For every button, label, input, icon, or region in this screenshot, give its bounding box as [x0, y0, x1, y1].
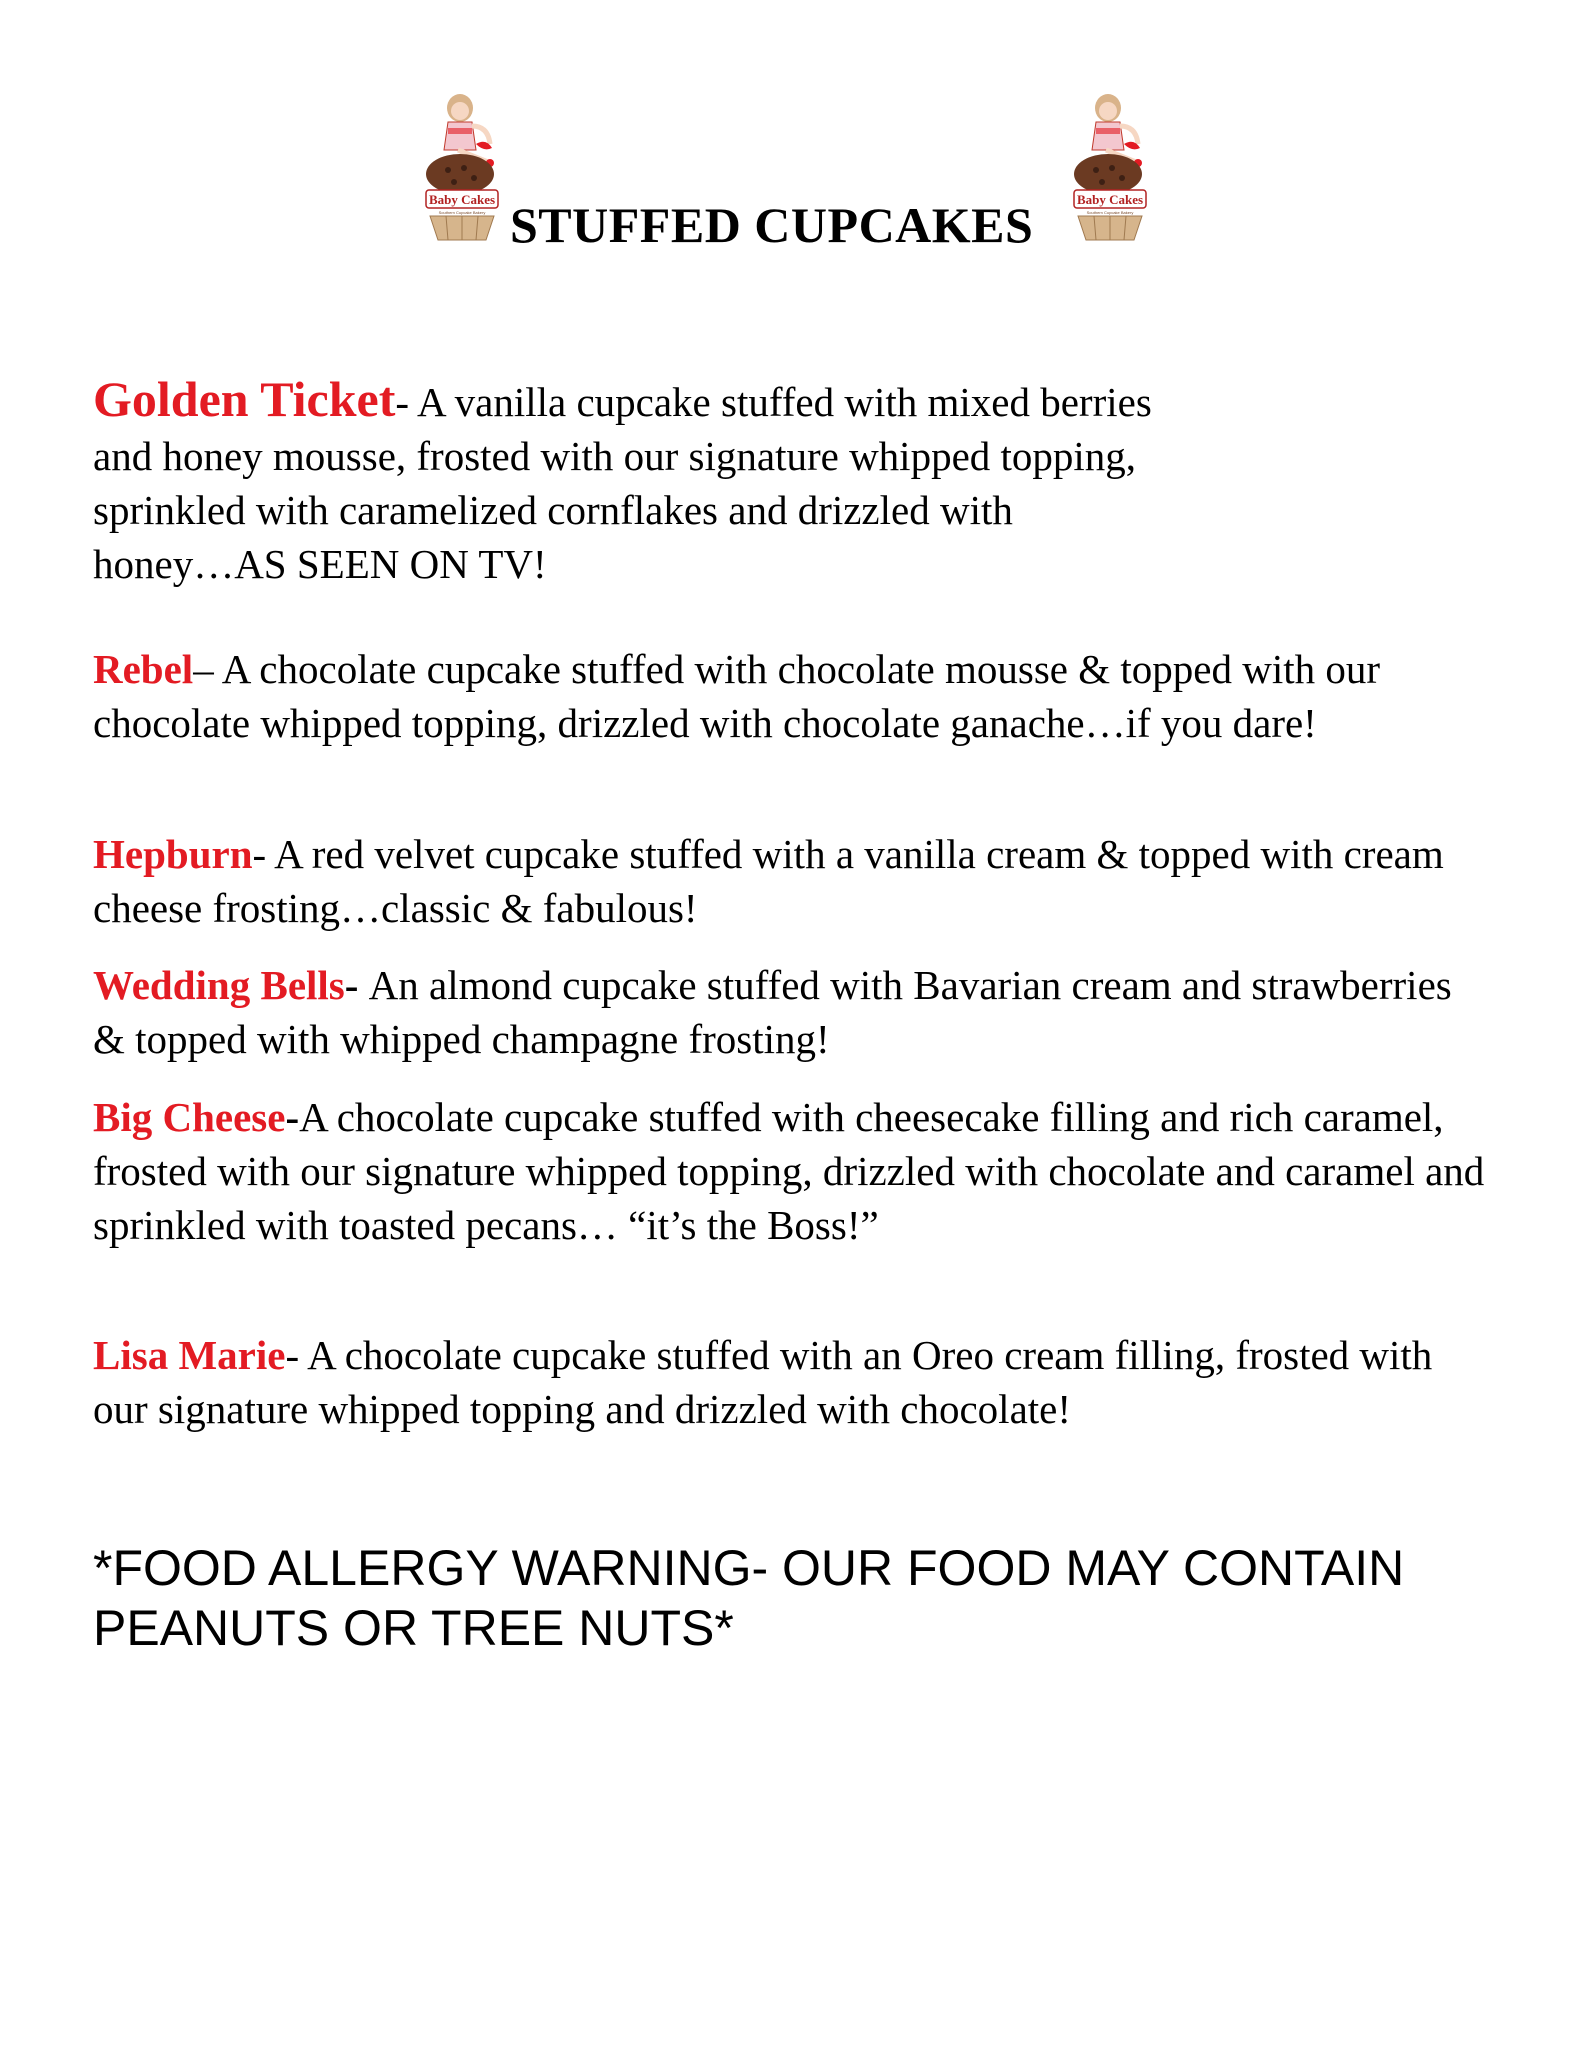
menu-item-separator: -	[285, 1332, 308, 1378]
logo-subtext: Southern Cupcake Bakery	[1086, 210, 1134, 215]
menu-item-name: Rebel	[93, 646, 194, 692]
menu-item-golden-ticket	[93, 372, 1353, 591]
menu-item-description: A chocolate cupcake stuffed with cheesecake filling and rich caramel, frosted with our signature whipped topping, drizzled with chocolate and caramel and sprinkled with toasted pecans… “it’s the Boss!”	[93, 1094, 1485, 1248]
menu-item-description: A chocolate cupcake stuffed with an Oreo cream filling, frosted with our signature whipped topping and drizzled with chocolate!	[93, 1332, 1433, 1432]
baby-cakes-logo	[418, 92, 514, 242]
menu-item-description: A red velvet cupcake stuffed with a vanilla cream & topped with cream cheese frosting…classic & fabulous!	[93, 831, 1444, 931]
cupcake-girl-icon	[418, 92, 514, 242]
menu-item-description: A chocolate cupcake stuffed with chocolate mousse & topped with our chocolate whipped topping, drizzled with chocolate ganache…if you dare!	[93, 646, 1381, 746]
allergy-warning: *FOOD ALLERGY WARNING- OUR FOOD MAY CONTAIN PEANUTS OR TREE NUTS*	[93, 1540, 1405, 1656]
menu-item-separator: –	[193, 646, 222, 692]
menu-item-description: A vanilla cupcake stuffed with mixed berries	[417, 379, 1152, 425]
menu-item-name: Golden Ticket	[93, 371, 396, 427]
menu-item-separator: -	[344, 962, 369, 1008]
menu-item-lisa-marie	[93, 1328, 1493, 1436]
menu-item-name: Big Cheese	[93, 1094, 286, 1140]
menu-item-description: sprinkled with caramelized cornflakes and drizzled with	[93, 487, 1013, 533]
menu-item-hepburn	[93, 827, 1493, 935]
menu-item-name: Hepburn	[93, 831, 253, 877]
menu-item-separator: -	[252, 831, 275, 877]
baby-cakes-logo	[1066, 92, 1162, 242]
cupcake-girl-icon	[1066, 92, 1162, 242]
menu-item-rebel	[93, 642, 1493, 750]
menu-item-name: Lisa Marie	[93, 1332, 286, 1378]
menu-item-separator: -	[395, 379, 418, 425]
menu-item-description: honey…AS SEEN ON TV!	[93, 541, 547, 587]
menu-item-wedding-bells	[93, 958, 1493, 1066]
menu-item-big-cheese	[93, 1090, 1493, 1252]
menu-item-description: and honey mousse, frosted with our signature whipped topping,	[93, 433, 1137, 479]
logo-subtext: Southern Cupcake Bakery	[438, 210, 486, 215]
menu-item-description: An almond cupcake stuffed with Bavarian cream and strawberries & topped with whipped champagne frosting!	[93, 962, 1452, 1062]
menu-item-name: Wedding Bells	[93, 962, 345, 1008]
menu-item-separator: -	[285, 1094, 300, 1140]
logo-text: Baby Cakes	[428, 192, 496, 207]
logo-text: Baby Cakes	[1076, 192, 1144, 207]
page-title: STUFFED CUPCAKES	[510, 197, 1034, 253]
